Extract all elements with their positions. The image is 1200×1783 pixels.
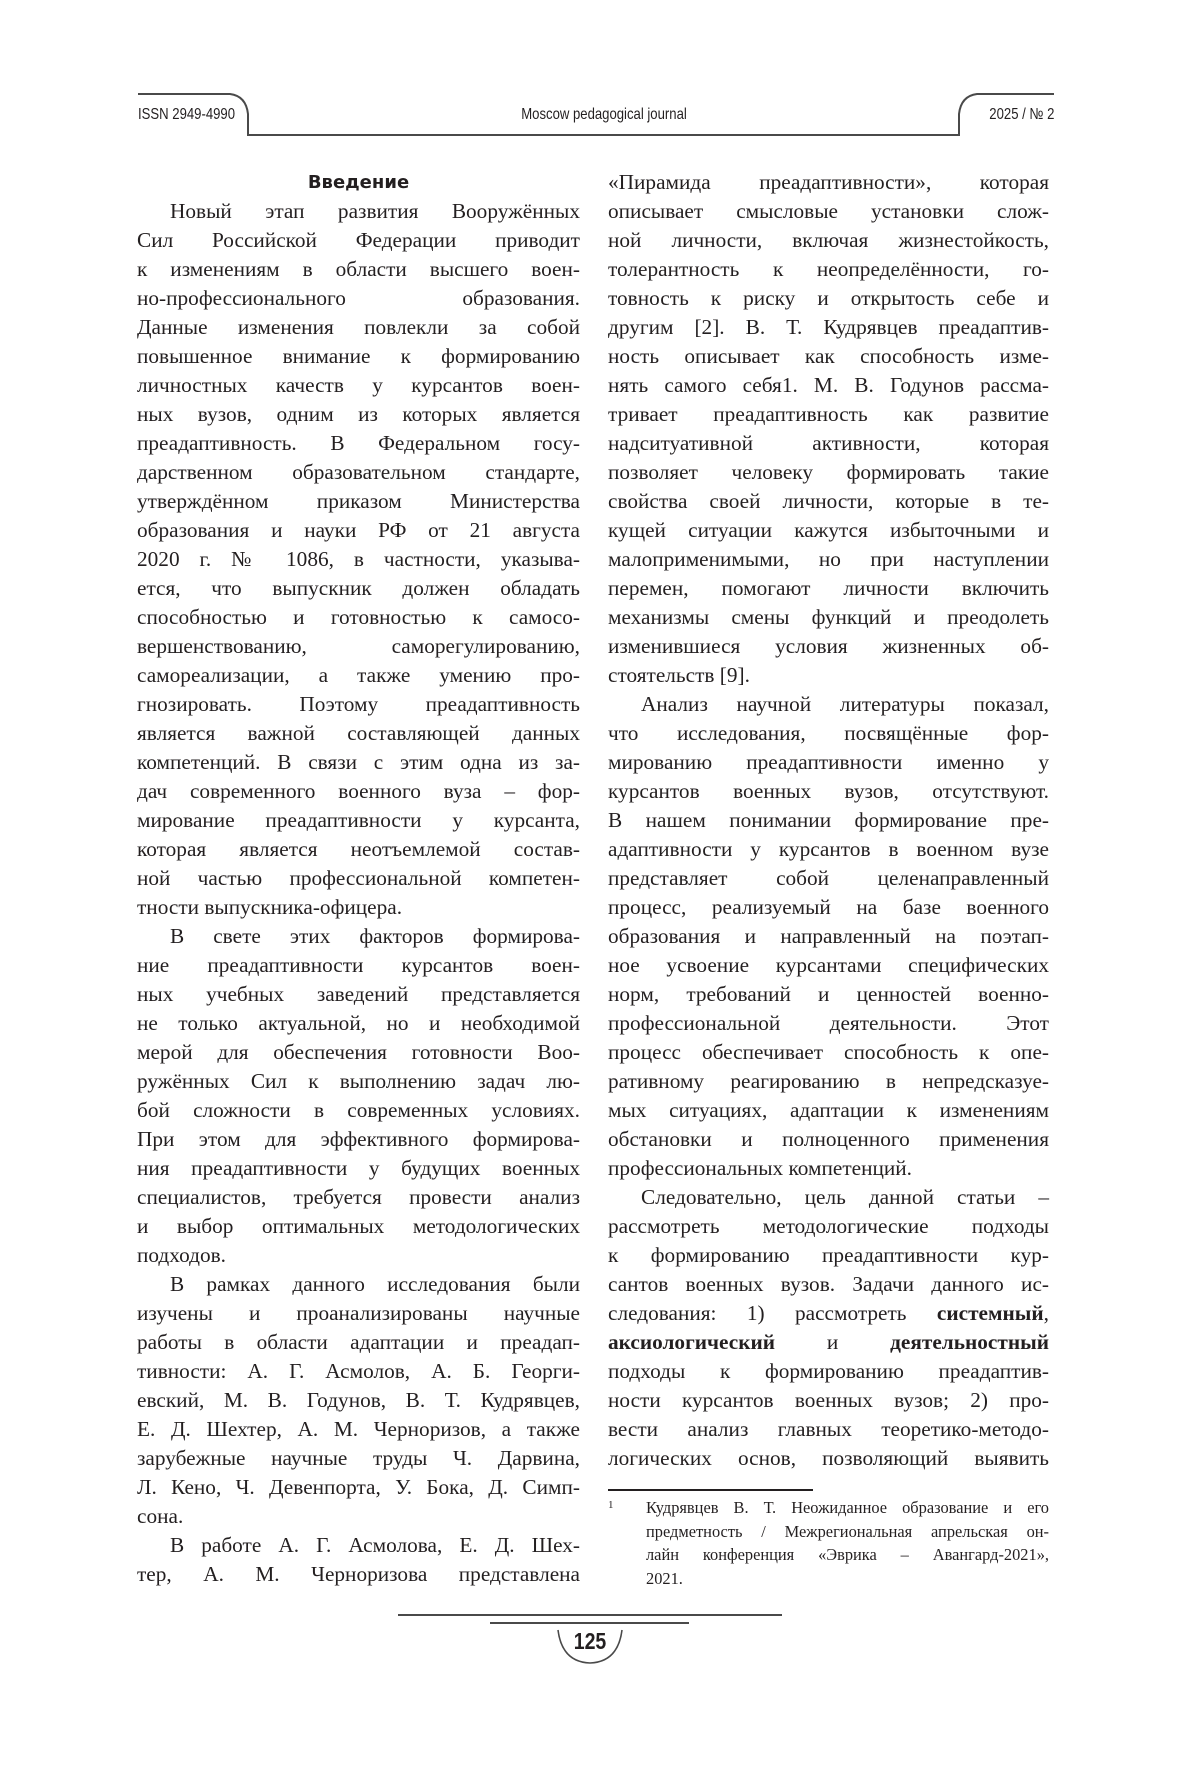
text-line: не только актуальной, но и необходимой: [137, 1009, 580, 1038]
text-line: специалистов, требуется провести анализ: [137, 1183, 580, 1212]
text-line: гнозировать. Поэтому преадаптивность: [137, 690, 580, 719]
text-line: образования и направленный на поэтап-: [608, 922, 1049, 951]
text-line: свойства своей личности, которые в те-: [608, 487, 1049, 516]
text-line: вершенствованию, саморегулированию,: [137, 632, 580, 661]
text-line: ративному реагированию в непредсказуе-: [608, 1067, 1049, 1096]
text-line: и выбор оптимальных методологических: [137, 1212, 580, 1241]
text-line: сантов военных вузов. Задачи данного ис-: [608, 1270, 1049, 1299]
text-line: образования и науки РФ от 21 августа: [137, 516, 580, 545]
text-line: ние преадаптивности курсантов воен-: [137, 951, 580, 980]
paragraph: [608, 690, 1049, 1183]
text-line: При этом для эффективного формирова-: [137, 1125, 580, 1154]
text-line: представляет собой целенаправленный: [608, 864, 1049, 893]
text-line: [608, 1328, 1049, 1357]
text-line: логических основ, позволяющий выявить: [608, 1444, 1049, 1473]
text-line: ное усвоение курсантами специфических: [608, 951, 1049, 980]
text-line: к формированию преадаптивности кур-: [608, 1241, 1049, 1270]
text-line: Новый этап развития Вооружённых: [137, 197, 580, 226]
text-line: В работе А. Г. Асмолова, Е. Д. Шех-: [137, 1531, 580, 1560]
text-line: малоприменимыми, но при наступлении: [608, 545, 1049, 574]
text-line: повышенное внимание к формированию: [137, 342, 580, 371]
text-line: ных вузов, одним из которых является: [137, 400, 580, 429]
text-line: В рамках данного исследования были: [137, 1270, 580, 1299]
text-line: тивности: А. Г. Асмолов, А. Б. Георги-: [137, 1357, 580, 1386]
text-line: кущей ситуации кажутся избыточными и: [608, 516, 1049, 545]
paragraph: [608, 1183, 1049, 1473]
text-line: ных учебных заведений представляется: [137, 980, 580, 1009]
text-line: преадаптивность. В Федеральном госу-: [137, 429, 580, 458]
text-line: рассмотреть методологические подходы: [608, 1212, 1049, 1241]
text-line: описывает смысловые установки слож-: [608, 197, 1049, 226]
text-line: механизмы смены функций и преодолеть: [608, 603, 1049, 632]
text-segment: и: [775, 1330, 890, 1354]
text-line: мерой для обеспечения готовности Воо-: [137, 1038, 580, 1067]
text-line: курсантов военных вузов, отсутствуют.: [608, 777, 1049, 806]
footnote-rule: [608, 1489, 813, 1491]
footnote-mark: 1: [608, 1494, 614, 1518]
text-line: позволяет человеку формировать такие: [608, 458, 1049, 487]
text-line: тности выпускника-офицера.: [137, 893, 580, 922]
text-line: сона.: [137, 1502, 580, 1531]
text-line: самореализации, а также умению про-: [137, 661, 580, 690]
text-line: ной частью профессиональной компетен-: [137, 864, 580, 893]
text-line: перемен, помогают личности включить: [608, 574, 1049, 603]
page-number: 125: [574, 1628, 607, 1655]
text-line: дарственном образовательном стандарте,: [137, 458, 580, 487]
left-column: [137, 168, 580, 1589]
bold-term: аксиологический: [608, 1330, 775, 1354]
text-line: дач современного военного вуза – фор-: [137, 777, 580, 806]
text-line: ность описывает как способность изме-: [608, 342, 1049, 371]
text-line: В нашем понимании формирование пре-: [608, 806, 1049, 835]
text-line: Л. Кено, Ч. Девенпорта, У. Бока, Д. Симп-: [137, 1473, 580, 1502]
bold-term: деятельностный: [890, 1330, 1049, 1354]
text-line: «Пирамида преадаптивности», которая: [608, 168, 1049, 197]
text-line: евский, М. В. Годунов, В. Т. Кудрявцев,: [137, 1386, 580, 1415]
text-line: которая является неотъемлемой состав-: [137, 835, 580, 864]
text-line: адаптивности у курсантов в военном вузе: [608, 835, 1049, 864]
text-line: процесс, реализуемый на базе военного: [608, 893, 1049, 922]
text-line: Анализ научной литературы показал,: [608, 690, 1049, 719]
text-line: товность к риску и открытость себе и: [608, 284, 1049, 313]
text-line: нять самого себя1. М. В. Годунов рассма-: [608, 371, 1049, 400]
text-line: другим [2]. В. Т. Кудрявцев преадаптив-: [608, 313, 1049, 342]
text-segment: ,: [1044, 1301, 1049, 1325]
text-line: норм, требований и ценностей военно-: [608, 980, 1049, 1009]
footnote-body: [646, 1496, 1049, 1591]
footnote-line: предметность / Межрегиональная апрельская он-: [646, 1520, 1049, 1544]
bold-term: системный: [937, 1301, 1044, 1325]
paragraph: [137, 1531, 580, 1589]
right-column: [608, 168, 1049, 1473]
text-line: но-профессионального образования.: [137, 284, 580, 313]
paragraph: [608, 168, 1049, 690]
text-line: надситуативной активности, которая: [608, 429, 1049, 458]
header-frame: [0, 0, 1200, 160]
text-line: является важной составляющей данных: [137, 719, 580, 748]
text-line: Сил Российской Федерации приводит: [137, 226, 580, 255]
text-line: тер, А. М. Черноризова представлена: [137, 1560, 580, 1589]
text-line: профессиональной деятельности. Этот: [608, 1009, 1049, 1038]
footnote: [608, 1496, 1049, 1591]
text-line: ния преадаптивности у будущих военных: [137, 1154, 580, 1183]
footnote-line: Кудрявцев В. Т. Неожиданное образование и его: [646, 1496, 1049, 1520]
text-line: личностных качеств у курсантов воен-: [137, 371, 580, 400]
paragraph: [137, 922, 580, 1270]
footnote-line: 2021.: [646, 1567, 1049, 1591]
text-line: к изменениям в области высшего воен-: [137, 255, 580, 284]
paragraph: [137, 197, 580, 922]
text-line: мирование преадаптивности у курсанта,: [137, 806, 580, 835]
text-line: ной личности, включая жизнестойкость,: [608, 226, 1049, 255]
text-line: изменившиеся условия жизненных об-: [608, 632, 1049, 661]
text-line: зарубежные научные труды Ч. Дарвина,: [137, 1444, 580, 1473]
text-line: что исследования, посвящённые фор-: [608, 719, 1049, 748]
text-line: ности курсантов военных вузов; 2) про-: [608, 1386, 1049, 1415]
text-line: профессиональных компетенций.: [608, 1154, 1049, 1183]
issn: ISSN 2949-4990: [138, 106, 235, 124]
text-segment: следования: 1) рассмотреть: [608, 1301, 937, 1325]
text-line: стоятельств [9].: [608, 661, 1049, 690]
text-line: толерантность к неопределённости, го-: [608, 255, 1049, 284]
text-line: ружённых Сил к выполнению задач лю-: [137, 1067, 580, 1096]
issue-number: 2025 / № 2: [989, 106, 1054, 124]
text-line: Данные изменения повлекли за собой: [137, 313, 580, 342]
paragraph: [137, 1270, 580, 1531]
footnote-line: лайн конференция «Эврика – Авангард-2021»,: [646, 1543, 1049, 1567]
text-line: мированию преадаптивности именно у: [608, 748, 1049, 777]
text-line: обстановки и полноценного применения: [608, 1125, 1049, 1154]
text-line: [608, 1299, 1049, 1328]
text-line: 2020 г. № 1086, в частности, указыва-: [137, 545, 580, 574]
section-heading: Введение: [137, 168, 580, 197]
text-line: вести анализ главных теоретико-методо-: [608, 1415, 1049, 1444]
text-line: Следовательно, цель данной статьи –: [608, 1183, 1049, 1212]
text-line: мых ситуациях, адаптации к изменениям: [608, 1096, 1049, 1125]
text-line: подходов.: [137, 1241, 580, 1270]
text-line: бой сложности в современных условиях.: [137, 1096, 580, 1125]
text-line: способностью и готовностью к самосо-: [137, 603, 580, 632]
text-line: подходы к формированию преадаптив-: [608, 1357, 1049, 1386]
text-line: процесс обеспечивает способность к опе-: [608, 1038, 1049, 1067]
text-line: изучены и проанализированы научные: [137, 1299, 580, 1328]
text-line: Е. Д. Шехтер, А. М. Черноризов, а также: [137, 1415, 580, 1444]
text-line: компетенций. В связи с этим одна из за-: [137, 748, 580, 777]
text-line: В свете этих факторов формирова-: [137, 922, 580, 951]
text-line: ется, что выпускник должен обладать: [137, 574, 580, 603]
journal-title: Moscow pedagogical journal: [521, 106, 687, 124]
text-line: работы в области адаптации и преадап-: [137, 1328, 580, 1357]
text-line: утверждённом приказом Министерства: [137, 487, 580, 516]
text-line: тривает преадаптивность как развитие: [608, 400, 1049, 429]
